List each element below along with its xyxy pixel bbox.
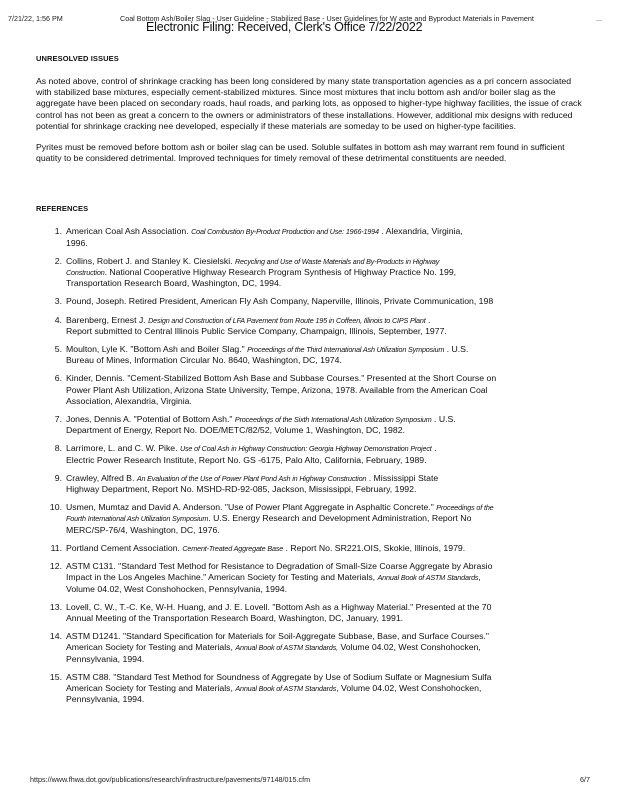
reference-text: Report submitted to Central Illinois Public Service Company, Champaign, Illinois, September, 1977.: [66, 325, 447, 336]
reference-item: [36, 296, 588, 307]
reference-item: [36, 631, 588, 665]
reference-item: [36, 561, 588, 595]
reference-title: Annual Book of ASTM Standards: [235, 683, 337, 693]
reference-item: [36, 443, 588, 465]
reference-text: ASTM C131. "Standard Test Method for Resistance to Degradation of Small-Size Coarse Aggregate by Abrasio: [66, 561, 493, 572]
reference-text: Department of Energy, Report No. DOE/METC/82/52, Volume 1, Washington, DC, 1982.: [66, 425, 405, 436]
reference-title: Recycling and Use of Waste Materials and By-Products in Highway: [235, 256, 440, 266]
reference-text: . U.S. Energy Research and Development Administration, Report No: [208, 513, 472, 524]
reference-item: [36, 502, 588, 536]
reference-text: American Society for Testing and Materials,: [66, 682, 233, 693]
reference-item: [36, 344, 588, 366]
reference-item: [36, 315, 588, 337]
reference-text: .: [428, 314, 431, 325]
reference-item: [36, 373, 588, 407]
reference-item: [36, 473, 588, 495]
reference-text: Usmen, Mumtaz and David A. Anderson. "Use of Power Plant Aggregate in Asphaltic Concrete.": [66, 502, 434, 513]
reference-text: Impact in the Los Angeles Machine." American Society for Testing and Materials,: [66, 572, 376, 583]
reference-text: , Volume 04.02, West Conshohocken,: [336, 682, 482, 693]
reference-text: Barenberg, Ernest J.: [66, 314, 146, 325]
reference-text: Lovell, C. W., T.-C. Ke, W-H. Huang, and J. E. Lovell. "Bottom Ash as a Highway Material." Presented at the 70: [66, 601, 492, 612]
reference-text: ,: [478, 572, 481, 583]
reference-number: 13.: [49, 601, 62, 612]
references-list: [36, 226, 588, 705]
unresolved-paragraph-2: Pyrites must be removed before bottom ash or boiler slag can be used. Soluble sulfates in bottom ash may warrant rem found in sufficient quatity to be considered detrimental. Improved techniques for timely removal of these detrimental constituents are needed.: [36, 142, 565, 164]
reference-text: . National Cooperative Highway Research Program Synthesis of Highway Practice No. 199,: [104, 267, 457, 278]
reference-text: Transportation Research Board, Washington, DC, 1994.: [66, 278, 282, 289]
electronic-filing-stamp: Electronic Filing: Received, Clerk's Office 7/22/2022: [146, 20, 423, 34]
reference-title: Coal Combustion By-Product Production and Use: 1966-1994: [191, 227, 379, 237]
reference-text: . Alexandria, Virginia,: [381, 226, 463, 237]
reference-number: 7.: [54, 414, 62, 425]
reference-item: [36, 414, 588, 436]
reference-title: Construction: [66, 268, 105, 278]
print-page-title: Coal Bottom Ash/Boiler Slag - User Guideline - Stabilized Base - User Guidelines for W aste and Byproduct Materials in Pavement: [120, 14, 534, 23]
reference-text: Crawley, Alfred B.: [66, 472, 135, 483]
title-ellipsis: ...: [596, 14, 602, 23]
reference-title: Design and Construction of LFA Pavement from Route 195 in Coffeen, Illinois to CIPS Plant: [148, 315, 426, 325]
print-date: 7/21/22, 1:56 PM: [8, 14, 63, 23]
reference-text: Power Plant Ash Utilization, Arizona State University, Tempe, Arizona, 1978. Available from the American Coal: [66, 384, 488, 395]
reference-text: Volume 04.02, West Conshohocken, Pennsylvania, 1994.: [66, 583, 288, 594]
reference-text: . U.S.: [434, 414, 456, 425]
reference-title: Annual Book of ASTM Standards: [377, 573, 479, 583]
reference-title: Proceedings of the Sixth International Ash Utilization Symposium: [234, 415, 432, 425]
reference-text: Moulton, Lyle K. "Bottom Ash and Boiler Slag.": [66, 344, 245, 355]
reference-number: 11.: [50, 542, 62, 553]
reference-text: Bureau of Mines, Information Circular No. 8640, Washington, DC, 1974.: [66, 355, 342, 366]
reference-number: 8.: [54, 443, 62, 454]
reference-text: Jones, Dennis A. "Potential of Bottom Ash.": [66, 414, 233, 425]
reference-text: Pennsylvania, 1994.: [66, 653, 145, 664]
reference-number: 2.: [54, 255, 62, 266]
reference-text: Portland Cement Association.: [66, 542, 180, 553]
references-heading: REFERENCES: [36, 204, 89, 214]
reference-number: 3.: [54, 296, 62, 307]
reference-title: Fourth International Ash Utilization Symposium: [66, 514, 209, 524]
reference-text: Volume 04.02, West Conshohocken,: [338, 642, 481, 653]
reference-text: Pound, Joseph. Retired President, American Fly Ash Company, Naperville, Illinois, Private Communication, 198: [66, 296, 494, 307]
reference-text: MERC/SP-76/4, Washington, DC, 1976.: [66, 524, 220, 535]
reference-number: 14.: [49, 631, 62, 642]
reference-title: Use of Coal Ash in Highway Construction: Georgia Highway Demonstration Project: [179, 444, 432, 454]
reference-item: [36, 672, 588, 706]
reference-text: Larrimore, L. and C. W. Pike.: [66, 443, 178, 454]
reference-text: . Report No. SR221.OIS, Skokie, Illinois, 1979.: [285, 542, 466, 553]
document-content: [36, 54, 588, 712]
reference-text: Association, Alexandria, Virginia.: [66, 395, 192, 406]
reference-text: Annual Meeting of the Transportation Research Board, Washington, DC, January, 1991.: [66, 612, 404, 623]
reference-text: ASTM D1241. "Standard Specification for Materials for Soil-Aggregate Subbase, Base, and Surface Courses.": [66, 631, 489, 642]
reference-title: Cement-Treated Aggregate Base: [182, 543, 284, 553]
page-url: https://www.fhwa.dot.gov/publications/research/infrastructure/pavements/97148/015.cfm: [30, 775, 311, 784]
reference-number: 10.: [49, 502, 62, 513]
reference-text: American Coal Ash Association.: [66, 226, 189, 237]
reference-number: 5.: [54, 344, 62, 355]
reference-text: Kinder, Dennis. "Cement-Stabilized Bottom Ash Base and Subbase Courses." Presented at the Short Course on: [66, 373, 497, 384]
reference-text: .: [434, 443, 437, 454]
reference-title: Proceedings of the: [436, 503, 494, 513]
reference-item: [36, 226, 588, 248]
unresolved-paragraph-1: As noted above, control of shrinkage cracking has been long considered by many state transportation agencies as a pri concern associated with stabilized base mixtures, especially cement-stabilized mixtures. Since most mixtures that inclu bottom ash and/or boiler slag as the aggregate have been placed on secondary roads, haul roads, and parking lots, as opposed to higher-type highway facilities, the issue of crack control has not been as great a concern to the owners or administrators of these installations. However, additional mix designs with reduced potential for shrinkage cracking nee developed, especially if these materials are someday to be used on higher-type facilities.: [36, 76, 582, 131]
unresolved-issues-heading: UNRESOLVED ISSUES: [36, 54, 119, 63]
reference-title: An Evaluation of the Use of Power Plant Pond Ash in Highway Construction: [136, 473, 367, 483]
reference-text: Electric Power Research Institute, Report No. GS -6175, Palo Alto, California, February, 1989.: [66, 454, 427, 465]
reference-title: Proceedings of the Third International Ash Utilization Symposium: [247, 345, 445, 355]
reference-text: ASTM C88. "Standard Test Method for Soundness of Aggregate by Use of Sodium Sulfate or Magnesium Sulfa: [66, 671, 492, 682]
reference-item: [36, 543, 588, 554]
reference-number: 9.: [54, 472, 62, 483]
reference-item: [36, 256, 588, 290]
reference-number: 1.: [54, 226, 62, 237]
reference-number: 6.: [54, 373, 62, 384]
reference-text: . Mississippi State: [368, 472, 439, 483]
reference-text: American Society for Testing and Materials,: [66, 642, 233, 653]
reference-number: 12.: [49, 561, 62, 572]
reference-text: 1996.: [66, 237, 88, 248]
reference-text: Pennsylvania, 1994.: [66, 694, 145, 705]
reference-number: 15.: [49, 671, 62, 682]
reference-text: Highway Department, Report No. MSHD-RD-92-085, Jackson, Mississippi, February, 1992.: [66, 484, 417, 495]
reference-text: . U.S.: [446, 344, 469, 355]
reference-text: Collins, Robert J. and Stanley K. Ciesielski.: [66, 255, 233, 266]
reference-title: Annual Book of ASTM Standards,: [235, 643, 339, 653]
reference-number: 4.: [54, 314, 62, 325]
page-number: 6/7: [580, 775, 590, 784]
reference-item: [36, 602, 588, 624]
